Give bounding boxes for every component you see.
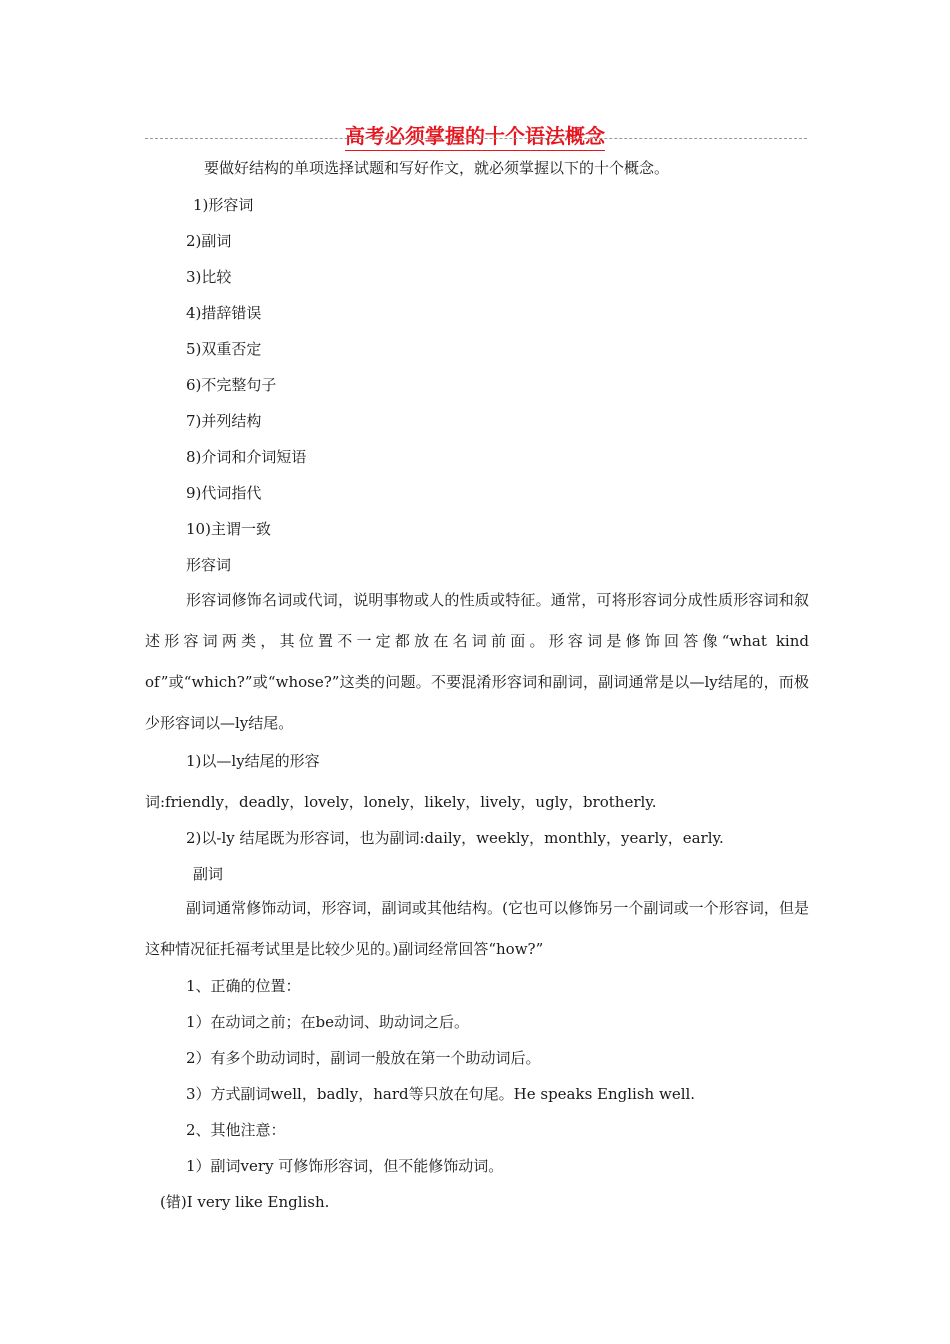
concept-item: 1)形容词 — [193, 196, 254, 214]
concept-item: 7)并列结构 — [186, 412, 262, 430]
adverb-paragraph: 副词通常修饰动词，形容词，副词或其他结构。(它也可以修饰另一个副词或一个形容词，但是这种情况征托福考试里是比较少见的。)副词经常回答“how?” — [145, 899, 809, 958]
position-rule-2: 2）有多个助动词时，副词一般放在第一个助动词后。 — [186, 1049, 541, 1067]
position-rule-3: 3）方式副词well，badly，hard等只放在句尾。He speaks English well. — [186, 1085, 696, 1103]
concept-item: 8)介词和介词短语 — [186, 448, 307, 466]
wrong-example: (错)I very like English. — [160, 1193, 330, 1211]
adjective-item-1-continued: 词:friendly，deadly，lovely，lonely，likely，lively，ugly，brotherly. — [145, 793, 657, 811]
concept-item: 5)双重否定 — [186, 340, 262, 358]
position-rule-1: 1）在动词之前；在be动词、助动词之后。 — [186, 1013, 470, 1031]
position-title: 1、正确的位置： — [186, 977, 301, 995]
concept-item: 10)主谓一致 — [186, 520, 271, 538]
adjective-item-1: 1)以—ly结尾的形容 — [186, 752, 320, 770]
concept-item: 3)比较 — [186, 268, 232, 286]
concept-item: 2)副词 — [186, 232, 232, 250]
concept-item: 9)代词指代 — [186, 484, 262, 502]
header-divider — [145, 138, 807, 139]
adjective-item-2: 2)以-ly 结尾既为形容词，也为副词:daily，weekly，monthly，yearly，early. — [186, 829, 724, 847]
intro-text: 要做好结构的单项选择试题和写好作文，就必须掌握以下的十个概念。 — [204, 159, 670, 177]
adjective-paragraph: 形容词修饰名词或代词，说明事物或人的性质或特征。通常，可将形容词分成性质形容词和叙述形容词两类，其位置不一定都放在名词前面。形容词是修饰回答像“what kind of”或“which?”或“whose?”这类的问题。不要混淆形容词和副词，副词通常是以—ly结尾的，而极少形容词以—ly结尾。 — [145, 591, 809, 732]
document-title: 高考必须掌握的十个语法概念 — [0, 120, 950, 151]
concept-item: 6)不完整句子 — [186, 376, 277, 394]
section-heading-adjective: 形容词 — [186, 556, 232, 574]
concept-item: 4)措辞错误 — [186, 304, 262, 322]
other-notes-title: 2、其他注意： — [186, 1121, 286, 1139]
section-heading-adverb: 副词 — [193, 865, 224, 883]
note-1: 1）副词very 可修饰形容词，但不能修饰动词。 — [186, 1157, 504, 1175]
